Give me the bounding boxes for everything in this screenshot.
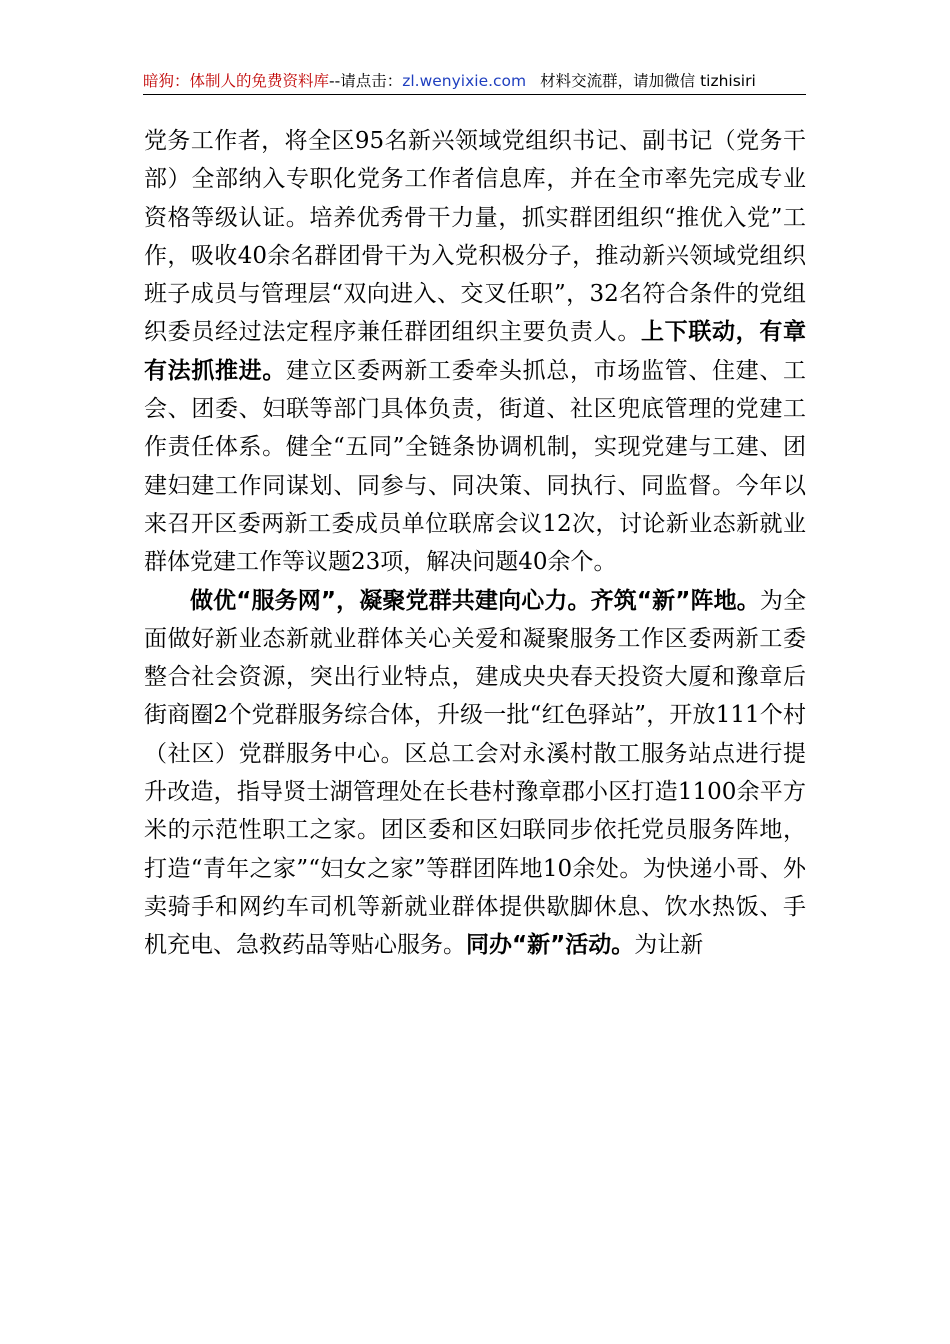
paragraph-2 bbox=[144, 582, 806, 965]
header-url-link[interactable]: zl.wenyixie.com bbox=[402, 72, 527, 90]
header-contact: 材料交流群，请加微信 tizhisiri bbox=[540, 72, 756, 90]
paragraph-2-heading-1: 做优“服务网”，凝聚党群共建向心力。齐筑“新”阵地。 bbox=[190, 587, 760, 614]
paragraph-1-text-1: 党务工作者，将全区95名新兴领域党组织书记、副书记（党务干部）全部纳入专职化党务工作者信息库，并在全市率先完成专业资格等级认证。培养优秀骨干力量，抓实群团组织“推优入党”工作，吸收40余名群团骨干为入党积极分子，推动新兴领域党组织班子成员与管理层“双向进入、交叉任职”，32名符合条件的党组织委员经过法定程序兼任群团组织主要负责人。 bbox=[144, 128, 806, 346]
paragraph-2-heading-2: 同办“新”活动。 bbox=[466, 932, 635, 959]
paragraph-1 bbox=[144, 122, 806, 582]
header-brand: 暗狗：体制人的免费资料库 bbox=[143, 72, 330, 90]
paragraph-1-heading-1: 上下联动，有章有法抓推进。 bbox=[144, 319, 807, 384]
paragraph-2-text-1: 为全面做好新业态新就业群体关心关爱和凝聚服务工作区委两新工委整合社会资源，突出行业特点，建成央央春天投资大厦和豫章后街商圈2个党群服务综合体，升级一批“红色驿站”，开放111个村（社区）党群服务中心。区总工会对永溪村散工服务站点进行提升改造，指导贤士湖管理处在长巷村豫章郡小区打造1100余平方米的示范性职工之家。团区委和区妇联同步依托党员服务阵地，打造“青年之家”“妇女之家”等群团阵地10余处。为快递小哥、外卖骑手和网约车司机等新就业群体提供歇脚休息、饮水热饭、手机充电、急救药品等贴心服务。 bbox=[144, 587, 807, 959]
body-text bbox=[144, 122, 806, 965]
header-prompt: --请点击： bbox=[329, 72, 403, 90]
page-header bbox=[143, 68, 806, 95]
paragraph-1-text-2: 建立区委两新工委牵头抓总，市场监管、住建、工会、团委、妇联等部门具体负责，街道、社区兜底管理的党建工作责任体系。健全“五同”全链条协调机制，实现党建与工建、团建妇建工作同谋划、同参与、同决策、同执行、同监督。今年以来召开区委两新工委成员单位联席会议12次，讨论新业态新就业群体党建工作等议题23项，解决问题40余个。 bbox=[144, 357, 807, 576]
paragraph-2-text-2: 为让新 bbox=[634, 932, 704, 959]
